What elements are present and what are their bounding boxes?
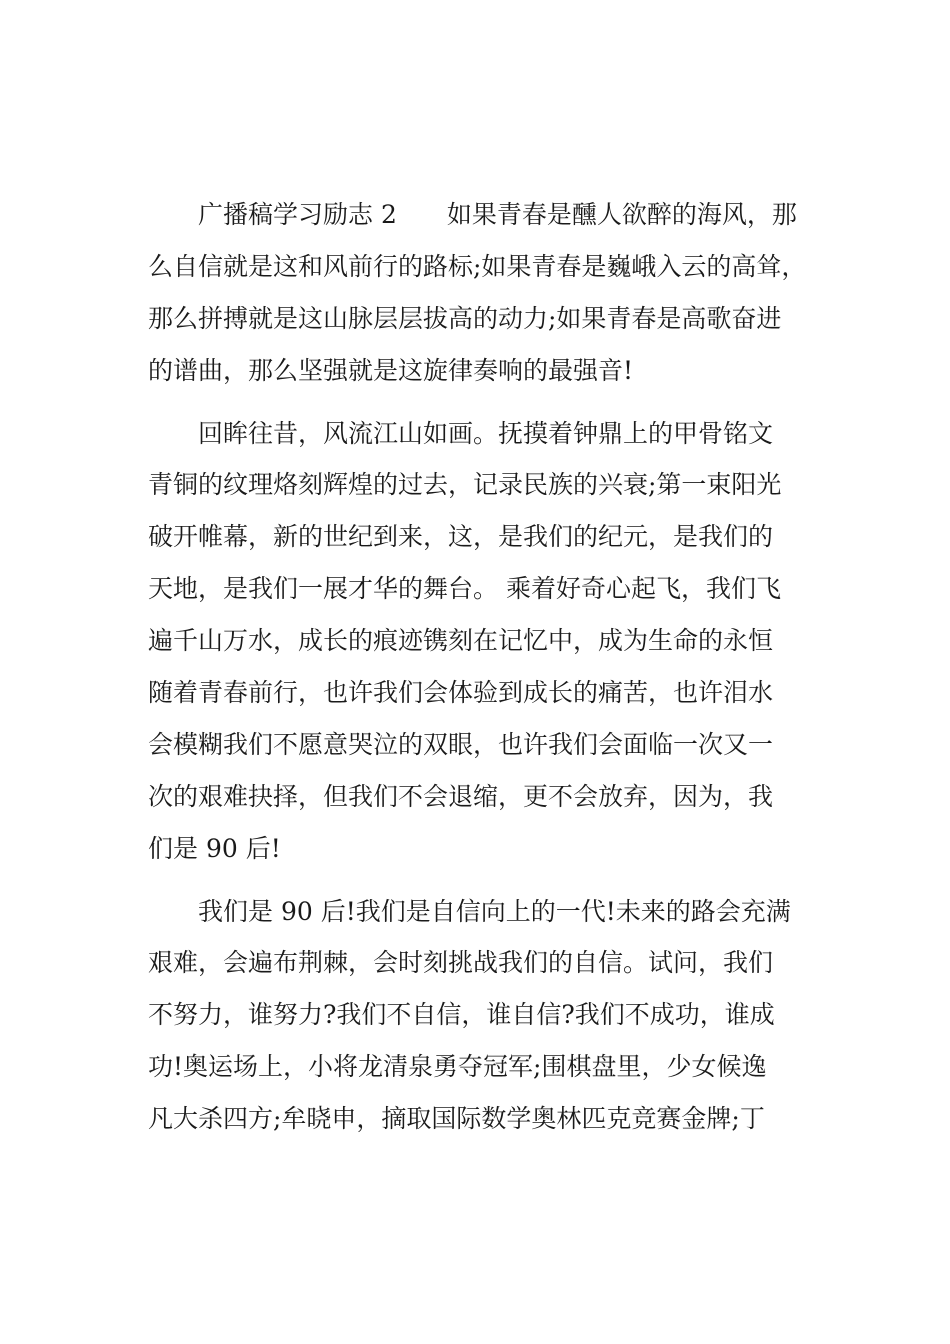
text-line: 次的艰难抉择，但我们不会退缩，更不会放弃，因为，我 xyxy=(148,781,774,811)
text-line: 回眸往昔，风流江山如画。抚摸着钟鼎上的甲骨铭文 xyxy=(198,418,774,448)
text-line: 广播稿学习励志 2 如果青春是醺人欲醉的海风，那 xyxy=(198,200,797,229)
text-line: 青铜的纹理烙刻辉煌的过去，记录民族的兴衰;第一束阳光 xyxy=(148,470,782,500)
text-line: 破开帷幕，新的世纪到来，这，是我们的纪元，是我们的 xyxy=(148,522,774,552)
text-line: 遍千山万水，成长的痕迹镌刻在记忆中，成为生命的永恒 xyxy=(148,626,774,656)
text-line: 天地，是我们一展才华的舞台。 乘着好奇心起飞，我们飞 xyxy=(148,574,781,604)
text-line: 我们是 90 后!我们是自信向上的一代!未来的路会充满 xyxy=(198,896,791,926)
text-line: 随着青春前行，也许我们会体验到成长的痛苦，也许泪水 xyxy=(148,678,774,708)
text-line: 艰难，会遍布荆棘，会时刻挑战我们的自信。试问，我们 xyxy=(148,948,774,978)
text-line: 么自信就是这和风前行的路标;如果青春是巍峨入云的高耸， xyxy=(148,251,807,281)
text-line: 凡大杀四方;牟晓申，摘取国际数学奥林匹克竞赛金牌;丁 xyxy=(148,1104,765,1134)
text-line: 功!奥运场上，小将龙清泉勇夺冠军;围棋盘里，少女候逸 xyxy=(148,1052,767,1082)
text-line: 会模糊我们不愿意哭泣的双眼，也许我们会面临一次又一 xyxy=(148,729,774,759)
text-line: 那么拼搏就是这山脉层层拔高的动力;如果青春是高歌奋进 xyxy=(148,303,782,333)
text-line: 不努力，谁努力?我们不自信，谁自信?我们不成功，谁成 xyxy=(148,1000,775,1030)
text-line: 们是 90 后! xyxy=(148,833,281,863)
text-line: 的谱曲，那么坚强就是这旋律奏响的最强音! xyxy=(148,355,634,385)
document-body xyxy=(148,189,818,1145)
